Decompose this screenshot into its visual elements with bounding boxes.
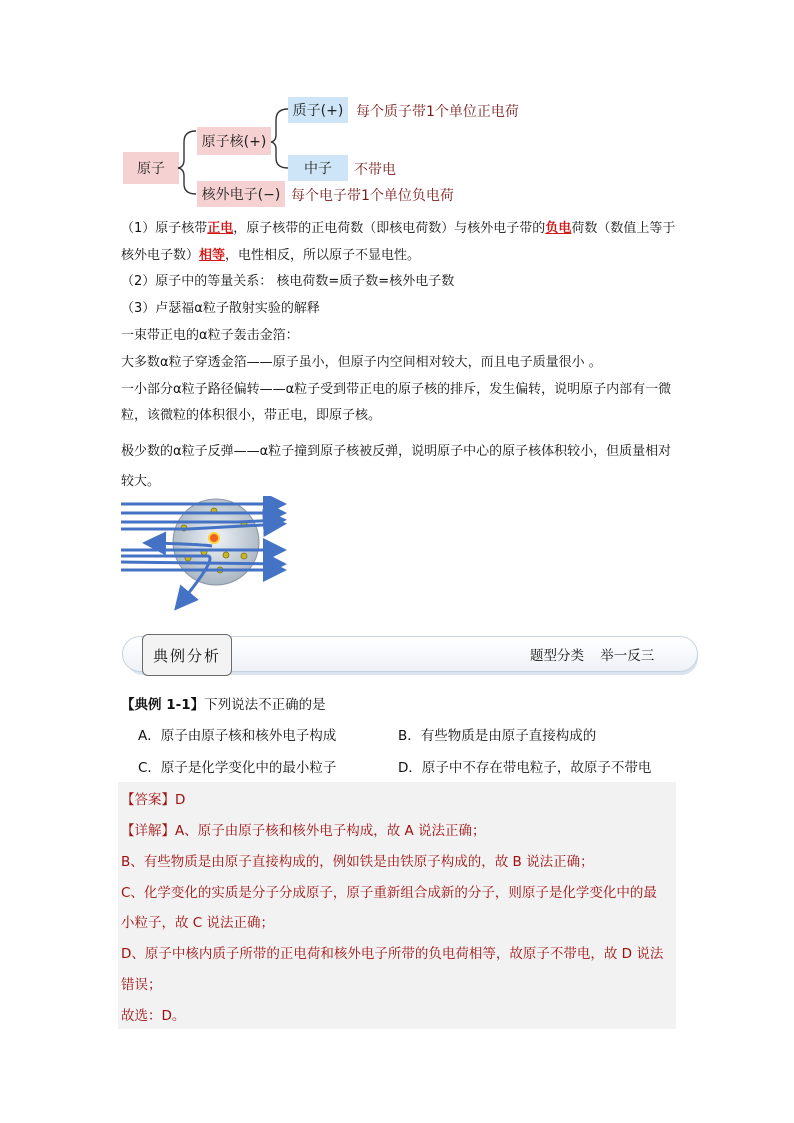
explanation-line-3b: 小粒子，故 C 说法正确； [121,915,275,931]
atom-label: 原子 [137,161,165,177]
option-d: D．原子中不存在带电粒子，故原子不带电 [398,760,652,776]
note-4: 一束带正电的α粒子轰击金箔： [121,328,299,343]
explanation-line-2: B、有些物质是由原子直接构成的，例如铁是由铁原子构成的，故 B 说法正确； [121,854,594,870]
option-c: C．原子是化学变化中的最小粒子 [138,760,337,776]
explanation-line-3a: C、化学变化的实质是分子分成原子，原子重新组合成新的分子，则原子是化学变化中的最 [121,885,657,901]
note-1-part-a: （1）原子核带 [121,221,208,236]
nucleus-brace [271,109,288,168]
answer-line: 【答案】D [121,792,186,808]
example-question [121,693,326,713]
proton-label: 质子(+) [292,103,344,119]
electron-label: 核外电子(−) [201,187,281,203]
conclusion-line: 故选：D。 [121,1008,186,1024]
nucleus-label: 原子核(+) [201,134,267,150]
neutron-label: 中子 [304,161,332,177]
note-7: 极少数的α粒子反弹——α粒子撞到原子核被反弹，说明原子中心的原子核体积较小，但质量相对较大。 [121,444,672,489]
note-1 [121,215,681,269]
rutherford-scattering-illustration [118,496,288,616]
electron-description: 每个电子带1个单位负电荷 [291,188,454,204]
explanation-line-4a: D、原子中核内质子所带的正电荷和核外电子所带的负电荷相等，故原子不带电，故 D 说法 [121,946,664,962]
explanation-line-1: 【详解】A、原子由原子核和核外电子构成，故 A 说法正确； [121,823,486,839]
section-subtitle: 题型分类 举一反三 [530,648,655,664]
section-title: 典例分析 [152,646,221,665]
atom-brace [178,131,196,194]
section-title-badge [142,634,232,676]
proton-description: 每个质子带1个单位正电荷 [356,104,519,120]
note-1-part-g: ，电性相反，所以原子不显电性。 [225,248,421,263]
note-1-part-e: 荷数（数值上等于核外电子数） [121,221,676,263]
highlight-negative: 负电 [545,221,572,236]
note-6: 一小部分α粒子路径偏转——α粒子受到带正电的原子核的排斥，发生偏转，说明原子内部有一微粒，该微粒的体积很小，带正电，即原子核。 [121,382,672,423]
neutron-description: 不带电 [354,162,396,178]
note-3: （3）卢瑟福α粒子散射实验的解释 [121,301,320,316]
note-5: 大多数α粒子穿透金箔——原子虽小，但原子内空间相对较大，而且电子质量很小 。 [121,355,602,370]
note-1-part-c: ，原子核带的正电荷数（即核电荷数）与核外电子带的 [233,221,546,236]
diagram-braces [0,0,794,220]
example-label: 【典例 1-1】 [121,697,205,713]
explanation-line-4b: 错误； [121,977,162,993]
highlight-equal: 相等 [199,248,226,263]
option-b: B．有些物质是由原子直接构成的 [398,728,597,744]
example-question-text: 下列说法不正确的是 [204,697,326,713]
nucleus-dot [209,533,219,543]
option-a: A．原子由原子核和核外电子构成 [138,728,337,744]
highlight-positive: 正电 [207,221,234,236]
note-2: （2）原子中的等量关系： 核电荷数=质子数=核外电子数 [121,274,455,289]
